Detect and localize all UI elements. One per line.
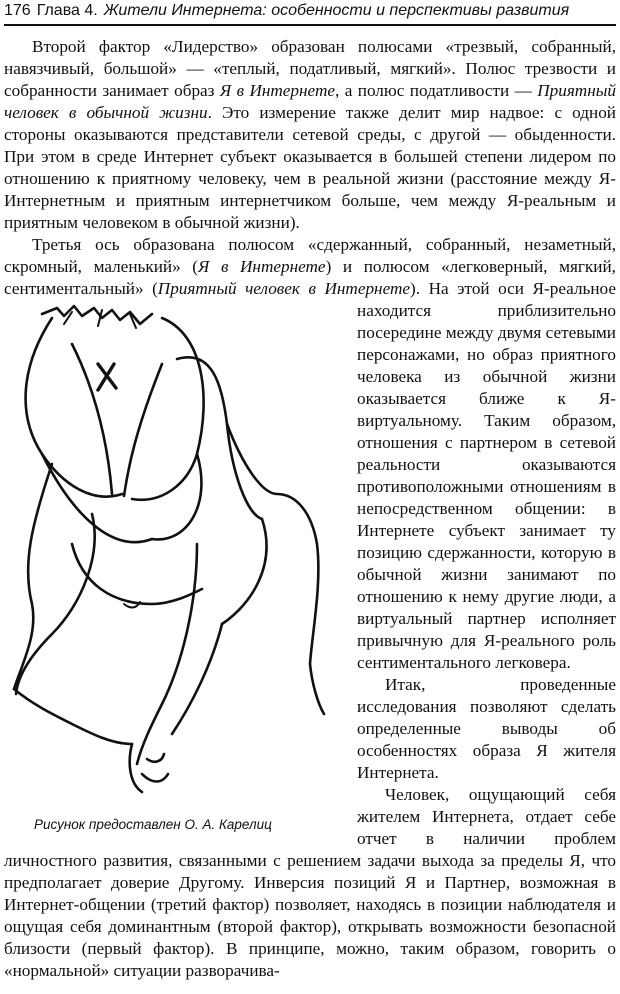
running-header (4, 0, 616, 24)
text-run: , а полюс податливости — (335, 81, 538, 100)
text-run: Второй фактор «Лидерство» образован полюсами «трезвый, собранный, навязчивый, большой» — «теплый, податливый, мягкий». Полюс трезвости и собранности занимает образ (4, 37, 616, 100)
italic-term: Приятный человек в Интернете (157, 279, 411, 298)
header-rule (4, 24, 616, 26)
figure (4, 304, 349, 850)
sketch-illustration (12, 304, 342, 804)
paragraph (4, 36, 616, 234)
page-number: 176 (4, 2, 31, 19)
italic-term: Я в Интернете (198, 257, 326, 276)
figure-caption: Рисунок предоставлен О. А. Карелиц (34, 817, 272, 832)
italic-term: Я в Интернете (219, 81, 335, 100)
italic-term: Приятный человек в обычной жизни (4, 81, 616, 122)
text-run: ). На этой оси Я-реальное находится приблизительно посередине между двумя сетевыми персонажами, но образ приятного человека из обычной жизни оказывается ближе к Я-виртуальному. Таким образом, отношения с партнером в сетевой реальности оказываются противоположными отношениям в непосредственном общении: в Интернете субъект занимает ту позицию сдержанности, которую в обычной жизни занимают по отношению к нему другие люди, а виртуальный партнер исполняет привычную для Я-реального роль сентиментального легковера. (357, 279, 616, 672)
chapter-label: Глава 4. (36, 2, 98, 19)
body-text (4, 36, 616, 982)
text-run: Третья ось образована полюсом «сдержанный, собранный, незаметный, скромный, маленький» ( (4, 235, 616, 276)
paragraph: Человек, ощущающий себя жителем Интернета, отдает себе отчет в наличии проблем личностного развития, связанными с решением задачи выхода за пределы Я, что предполагает доверие Другому. Инверсия позиций Я и Партнер, возможная в Интернет-общении (третий фактор) позволяет, находясь в позиции наблюдателя и ощущая себя доминантным (второй фактор), открывать возможности безопасной близости (первый фактор). В принципе, можно, таким образом, говорить о «нормальной» ситуации разворачива- (4, 785, 616, 980)
paragraph: Итак, проведенные исследования позволяют сделать определенные выводы об особенностях образа Я жителя Интернета. (357, 675, 616, 782)
running-title: Жители Интернета: особенности и перспективы развития (103, 2, 570, 19)
text-run: ) и полюсом «легковерный, мягкий, сентиментальный» ( (4, 257, 616, 298)
text-run: . Это измерение также делит мир надвое: с одной стороны оказываются представители сетевой среды, с другой — обыденности. При этом в среде Интернет субъект оказывается в большей степени лидером по отношению к приятному человеку, чем в реальной жизни (расстояние между Я-Интернетным и приятным интернетчиком больше, чем между Я-реальным и приятным человеком в обычной жизни). (4, 103, 617, 232)
